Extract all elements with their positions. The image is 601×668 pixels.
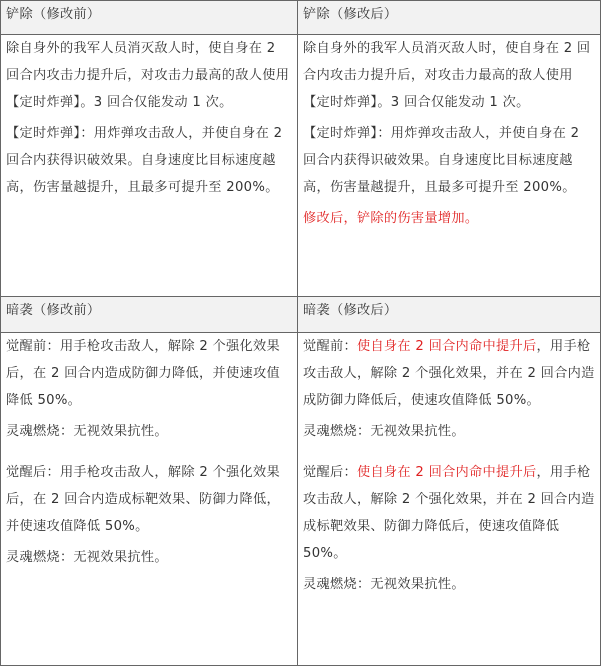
header-label: 铲除（修改后） bbox=[303, 7, 398, 22]
header-cell-anxi-after bbox=[298, 297, 601, 333]
skill-description: 灵魂燃烧：无视效果抗性。 bbox=[6, 550, 168, 565]
content-cell-anxi-after bbox=[298, 333, 601, 666]
skill-description bbox=[303, 333, 595, 414]
skill-description-rest: ，用手枪攻击敌人，解除 2 个强化效果，并在 2 回合内造成标靶效果、防御力降低后，使速攻值降低 50%。 bbox=[303, 465, 595, 561]
header-cell-chanchu-before bbox=[1, 1, 298, 35]
header-label: 暗袭（修改前） bbox=[6, 303, 101, 318]
header-label: 铲除（修改前） bbox=[6, 7, 101, 22]
header-cell-anxi-before bbox=[1, 297, 298, 333]
skill-description bbox=[303, 459, 595, 567]
highlighted-change: 使自身在 2 回合内命中提升后 bbox=[356, 465, 537, 480]
skill-description: 除自身外的我军人员消灭敌人时，使自身在 2 回合内攻击力提升后，对攻击力最高的敌人使用【定时炸弹】。3 回合仅能发动 1 次。 bbox=[6, 41, 290, 110]
table-row bbox=[1, 35, 601, 297]
change-note: 修改后，铲除的伤害量增加。 bbox=[303, 211, 479, 226]
awaken-before-label: 觉醒前： bbox=[303, 339, 357, 354]
content-cell-chanchu-after bbox=[298, 35, 601, 297]
skill-description-rest: ，用手枪攻击敌人，解除 2 个强化效果，并在 2 回合内造成防御力降低后，使速攻值降低 50%。 bbox=[303, 339, 595, 408]
skill-description: 觉醒前：用手枪攻击敌人，解除 2 个强化效果后，在 2 回合内造成防御力降低，并使速攻值降低 50%。 bbox=[6, 339, 280, 408]
skill-description: 【定时炸弹】：用炸弹攻击敌人，并使自身在 2 回合内获得识破效果。自身速度比目标速度越高，伤害量越提升，且最多可提升至 200%。 bbox=[6, 126, 283, 195]
skill-description: 除自身外的我军人员消灭敌人时，使自身在 2 回合内攻击力提升后，对攻击力最高的敌人使用【定时炸弹】。3 回合仅能发动 1 次。 bbox=[303, 41, 591, 110]
table-row bbox=[1, 333, 601, 666]
skill-description: 灵魂燃烧：无视效果抗性。 bbox=[303, 424, 465, 439]
content-cell-anxi-before bbox=[1, 333, 298, 666]
skill-description: 觉醒后：用手枪攻击敌人，解除 2 个强化效果后，在 2 回合内造成标靶效果、防御力降低，并使速攻值降低 50%。 bbox=[6, 465, 280, 534]
highlighted-change: 使自身在 2 回合内命中提升后 bbox=[356, 339, 537, 354]
awaken-after-label: 觉醒后： bbox=[303, 465, 357, 480]
table-row bbox=[1, 1, 601, 35]
skill-description: 【定时炸弹】：用炸弹攻击敌人，并使自身在 2 回合内获得识破效果。自身速度比目标速度越高，伤害量越提升，且最多可提升至 200%。 bbox=[303, 126, 580, 195]
table-row bbox=[1, 297, 601, 333]
header-label: 暗袭（修改后） bbox=[303, 303, 398, 318]
header-cell-chanchu-after bbox=[298, 1, 601, 35]
content-cell-chanchu-before bbox=[1, 35, 298, 297]
skill-description: 灵魂燃烧：无视效果抗性。 bbox=[303, 577, 465, 592]
skill-description: 灵魂燃烧：无视效果抗性。 bbox=[6, 424, 168, 439]
